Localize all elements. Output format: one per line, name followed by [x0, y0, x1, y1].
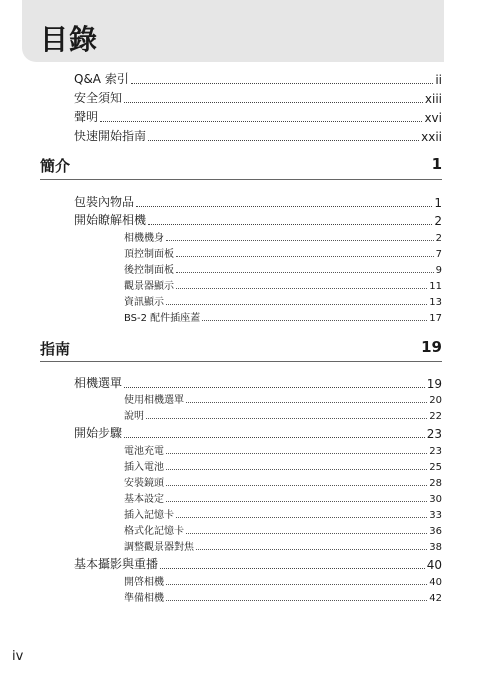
toc-entry-label: 相機選單 — [74, 376, 123, 390]
toc-entry-page: 2 — [434, 214, 442, 228]
dot-leader — [176, 516, 427, 518]
dot-leader — [160, 567, 425, 569]
toc-entry[interactable] — [74, 127, 442, 144]
toc-subentry-page: 13 — [429, 297, 442, 308]
dot-leader — [176, 271, 434, 273]
toc-subentry[interactable] — [124, 391, 442, 406]
dot-leader — [148, 139, 419, 141]
toc-subentry-label: 準備相機 — [124, 593, 164, 604]
toc-subentry-page: 36 — [429, 526, 442, 537]
toc-subentry[interactable] — [124, 442, 442, 457]
toc-entry[interactable] — [74, 555, 442, 572]
dot-leader — [166, 239, 434, 241]
toc-subentry-page: 11 — [429, 281, 442, 292]
dot-leader — [136, 205, 432, 207]
toc-subentry-page: 28 — [429, 478, 442, 489]
toc-entry-page: xvi — [424, 111, 442, 125]
dot-leader — [166, 583, 427, 585]
toc-subentry-label: BS-2 配件插座蓋 — [124, 313, 201, 324]
dot-leader — [186, 401, 427, 403]
toc-subentry-label: 基本設定 — [124, 494, 164, 505]
toc-subentry[interactable] — [124, 589, 442, 604]
toc-entry-page: xiii — [424, 92, 442, 106]
toc-subentry-page: 7 — [435, 249, 442, 260]
section-title: 簡介 — [40, 157, 71, 175]
page-title: 目錄 — [40, 23, 99, 56]
toc-subentry[interactable] — [124, 277, 442, 292]
section-rule — [40, 179, 442, 180]
dot-leader — [124, 101, 423, 103]
toc-entry-page: 19 — [426, 377, 442, 391]
dot-leader — [176, 255, 434, 257]
dot-leader — [166, 599, 427, 601]
toc-subentry-page: 25 — [429, 462, 442, 473]
toc-subentry-label: 觀景器顯示 — [124, 281, 174, 292]
toc-subentry-label: 使用相機選單 — [124, 395, 184, 406]
toc-subentry-label: 電池充電 — [124, 446, 164, 457]
toc-entry-label: 快速開始指南 — [74, 129, 147, 143]
toc-subentry[interactable] — [124, 407, 442, 422]
toc-subentry[interactable] — [124, 245, 442, 260]
dot-leader — [166, 303, 427, 305]
toc-subentry[interactable] — [124, 293, 442, 308]
toc-subentry[interactable] — [124, 474, 442, 489]
toc-entry-label: 基本攝影與重播 — [74, 557, 159, 571]
section-heading[interactable] — [40, 338, 442, 359]
dot-leader — [166, 500, 427, 502]
toc-subentry-page: 23 — [429, 446, 442, 457]
toc-subentry-label: 調整觀景器對焦 — [124, 542, 194, 553]
toc-entry[interactable] — [74, 89, 442, 106]
dot-leader — [186, 532, 427, 534]
dot-leader — [100, 120, 422, 122]
dot-leader — [202, 319, 427, 321]
toc-subentry-label: 後控制面板 — [124, 265, 174, 276]
toc-subentry-page: 20 — [429, 395, 442, 406]
section-rule — [40, 361, 442, 362]
section-heading[interactable] — [40, 155, 442, 176]
toc-entry-label: 安全須知 — [74, 91, 123, 105]
toc-subentry-page: 42 — [429, 593, 442, 604]
toc-subentry[interactable] — [124, 573, 442, 588]
toc-subentry[interactable] — [124, 261, 442, 276]
toc-subentry-page: 17 — [429, 313, 442, 324]
toc-entry-page: 40 — [426, 558, 442, 572]
toc-subentry-label: 安裝鏡頭 — [124, 478, 164, 489]
toc-subentry-label: 頂控制面板 — [124, 249, 174, 260]
toc-subentry-page: 9 — [435, 265, 442, 276]
toc-entry-label: Q&A 索引 — [74, 72, 129, 86]
dot-leader — [176, 287, 427, 289]
dot-leader — [166, 468, 427, 470]
toc-subentry[interactable] — [124, 309, 442, 324]
toc-entry-page: 23 — [426, 427, 442, 441]
toc-entry[interactable] — [74, 211, 442, 228]
toc-subentry[interactable] — [124, 522, 442, 537]
toc-entry-page: xxii — [421, 130, 442, 144]
toc-subentry-page: 33 — [429, 510, 442, 521]
section-page: 1 — [431, 155, 442, 173]
toc-entry-page: 1 — [434, 196, 442, 210]
toc-subentry[interactable] — [124, 458, 442, 473]
toc-entry[interactable] — [74, 374, 442, 391]
dot-leader — [148, 223, 432, 225]
dot-leader — [166, 484, 427, 486]
dot-leader — [131, 82, 434, 84]
toc-subentry[interactable] — [124, 229, 442, 244]
toc-subentry[interactable] — [124, 506, 442, 521]
dot-leader — [146, 417, 427, 419]
dot-leader — [124, 436, 425, 438]
toc-subentry[interactable] — [124, 490, 442, 505]
dot-leader — [124, 386, 425, 388]
toc-entry[interactable] — [74, 193, 442, 210]
toc-subentry-page: 38 — [429, 542, 442, 553]
toc-entry-label: 開始步驟 — [74, 426, 123, 440]
toc-entry-label: 包裝內物品 — [74, 195, 135, 209]
page-number: iv — [12, 649, 24, 664]
toc-subentry-label: 說明 — [124, 411, 144, 422]
toc-subentry-page: 2 — [435, 233, 442, 244]
toc-subentry-label: 插入電池 — [124, 462, 164, 473]
dot-leader — [196, 548, 427, 550]
toc-entry[interactable] — [74, 424, 442, 441]
toc-subentry-label: 開啓相機 — [124, 577, 164, 588]
toc-subentry-page: 30 — [429, 494, 442, 505]
toc-entry-label: 聲明 — [74, 110, 99, 124]
toc-subentry-label: 格式化記憶卡 — [124, 526, 184, 537]
toc-entry[interactable] — [74, 70, 442, 87]
toc-subentry-label: 相機機身 — [124, 233, 164, 244]
toc-subentry-page: 40 — [429, 577, 442, 588]
toc-subentry-label: 插入記憶卡 — [124, 510, 174, 521]
dot-leader — [166, 452, 427, 454]
toc-subentry-page: 22 — [429, 411, 442, 422]
toc-subentry[interactable] — [124, 538, 442, 553]
section-page: 19 — [421, 338, 442, 356]
section-title: 指南 — [40, 340, 71, 358]
toc-entry[interactable] — [74, 108, 442, 125]
toc-subentry-label: 資訊顯示 — [124, 297, 164, 308]
toc-entry-page: ii — [435, 73, 442, 87]
toc-entry-label: 開始瞭解相機 — [74, 213, 147, 227]
